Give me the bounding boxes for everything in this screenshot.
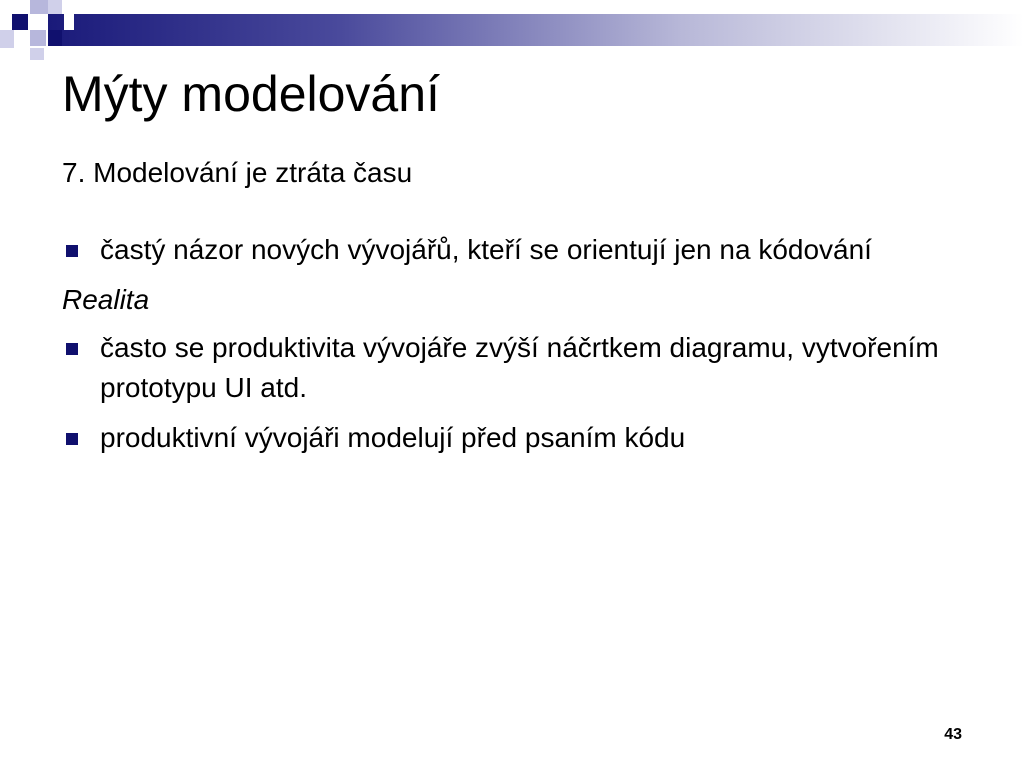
decor-square — [30, 0, 48, 14]
bullet-text: často se produktivita vývojáře zvýší náčrtkem diagramu, vytvořením prototypu UI atd. — [100, 332, 939, 403]
bullet-item — [62, 230, 962, 270]
bullet-item — [62, 328, 962, 408]
page-number: 43 — [944, 726, 962, 743]
bullet-item — [62, 418, 962, 458]
slide-title: Mýty modelování — [62, 66, 440, 122]
square-bullet-icon — [66, 433, 78, 445]
decor-square — [30, 30, 46, 46]
section-label: Realita — [62, 284, 150, 315]
decor-square — [48, 0, 62, 14]
square-bullet-icon — [66, 343, 78, 355]
bullet-text: produktivní vývojáři modelují před psaním kódu — [100, 422, 686, 453]
square-bullet-icon — [66, 245, 78, 257]
decor-square — [0, 30, 14, 48]
decor-square — [30, 48, 44, 60]
decor-square — [12, 14, 28, 30]
bullet-text: častý názor nových vývojářů, kteří se orientují jen na kódování — [100, 234, 872, 265]
header-gradient-bar — [48, 14, 1024, 46]
decor-square — [48, 30, 62, 46]
slide-subtitle: 7. Modelování je ztráta času — [62, 157, 413, 188]
decor-square — [64, 14, 74, 30]
slide-content — [62, 230, 962, 468]
